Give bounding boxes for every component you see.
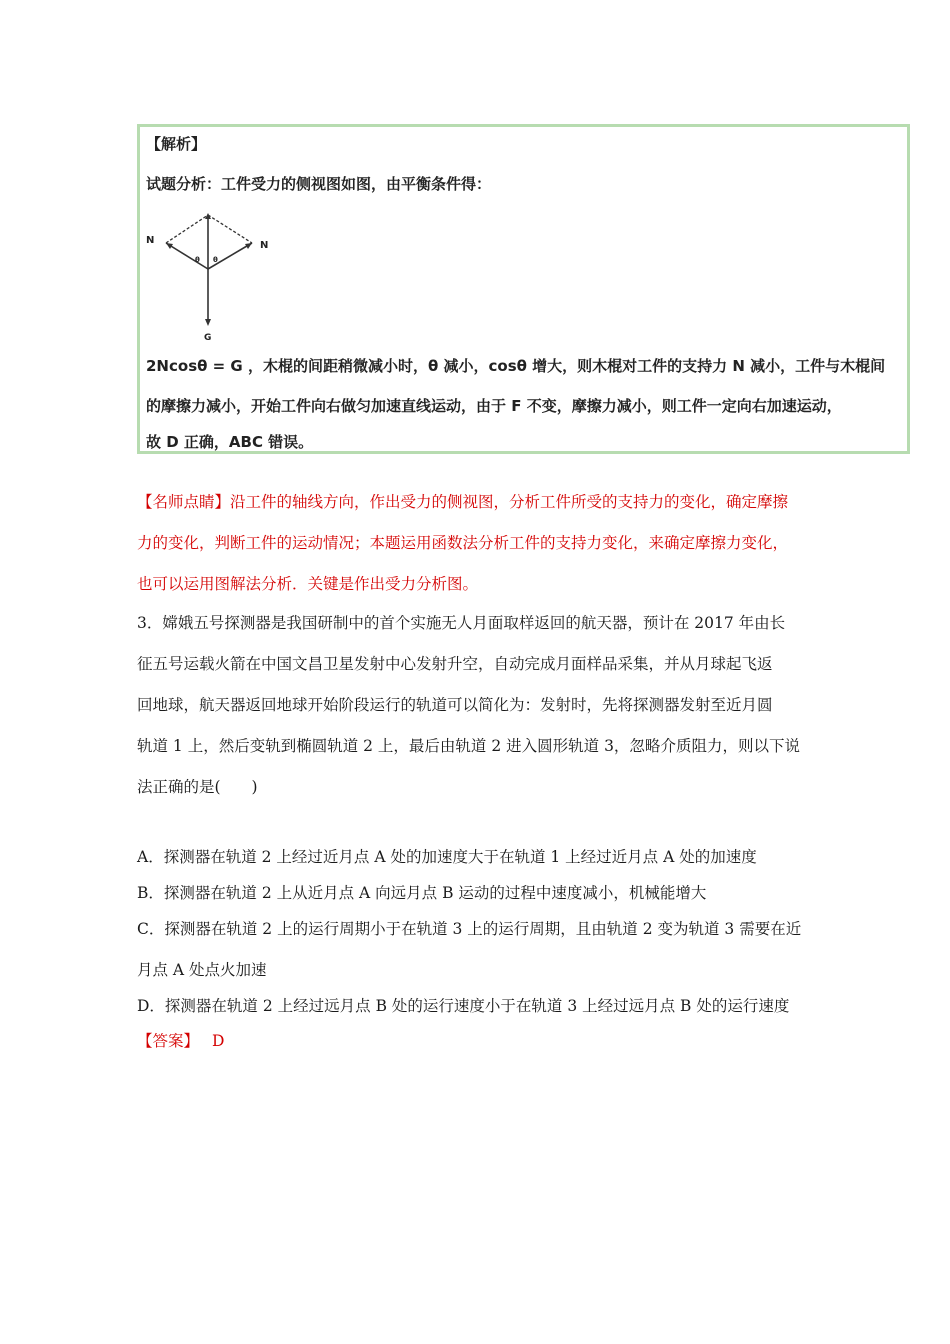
answer-label: 【答案】 bbox=[137, 1032, 200, 1050]
answer-line bbox=[137, 1029, 224, 1051]
dashed-line-right bbox=[208, 215, 252, 243]
option-a: A．探测器在轨道 2 上经过近月点 A 处的加速度大于在轨道 1 上经过近月点 A 处的加速度 bbox=[137, 848, 757, 866]
arrow-head-g bbox=[205, 319, 211, 326]
force-n-left bbox=[166, 243, 208, 269]
question-stem-line: 3．嫦娥五号探测器是我国研制中的首个实施无人月面取样返回的航天器，预计在 2017 年由长 bbox=[137, 614, 786, 632]
option-c-continued: 月点 A 处点火加速 bbox=[137, 961, 267, 979]
option-b: B．探测器在轨道 2 上从近月点 A 向远月点 B 运动的过程中速度减小，机械能增大 bbox=[137, 884, 707, 902]
label-theta-left: θ bbox=[195, 256, 200, 264]
question-stem-line: 征五号运载火箭在中国文昌卫星发射中心发射升空，自动完成月面样品采集，并从月球起飞返 bbox=[137, 655, 773, 673]
option-c: C．探测器在轨道 2 上的运行周期小于在轨道 3 上的运行周期，且由轨道 2 变为轨道 3 需要在近 bbox=[137, 920, 802, 938]
question-stem-line: 回地球，航天器返回地球开始阶段运行的轨道可以简化为：发射时，先将探测器发射至近月圆 bbox=[137, 696, 773, 714]
option-d: D．探测器在轨道 2 上经过远月点 B 处的运行速度小于在轨道 3 上经过远月点 B 处的运行速度 bbox=[137, 997, 790, 1015]
teacher-tip bbox=[137, 482, 827, 605]
label-g: G bbox=[204, 333, 212, 343]
analysis-line: 2Ncosθ = G ，木棍的间距稍微减小时，θ 减小，cosθ 增大，则木棍对工件的支持力 N 减小，工件与木棍间 bbox=[146, 357, 886, 375]
label-n-left: N bbox=[146, 235, 155, 246]
force-diagram bbox=[140, 205, 280, 355]
tip-line: 也可以运用图解法分析．关键是作出受力分析图。 bbox=[137, 575, 479, 593]
answer-value: D bbox=[211, 1032, 225, 1050]
tip-line: 力的变化，判断工件的运动情况；本题运用函数法分析工件的支持力变化，来确定摩擦力变化， bbox=[137, 534, 789, 552]
question-stem-line: 法正确的是( ) bbox=[137, 778, 258, 796]
tip-line: 【名师点睛】沿工件的轴线方向，作出受力的侧视图，分析工件所受的支持力的变化，确定摩擦 bbox=[137, 493, 789, 511]
analysis-box bbox=[137, 124, 910, 454]
dashed-line-left bbox=[166, 215, 208, 243]
analysis-intro: 试题分析：工件受力的侧视图如图，由平衡条件得： bbox=[146, 175, 492, 193]
question-stem-line: 轨道 1 上，然后变轨到椭圆轨道 2 上，最后由轨道 2 进入圆形轨道 3，忽略介质阻力，则以下说 bbox=[137, 737, 800, 755]
analysis-line: 故 D 正确，ABC 错误。 bbox=[146, 433, 314, 451]
label-theta-right: θ bbox=[213, 256, 218, 264]
analysis-title: 【解析】 bbox=[146, 135, 207, 153]
label-n-right: N bbox=[260, 240, 269, 251]
analysis-line: 的摩擦力减小，开始工件向右做匀加速直线运动，由于 F 不变，摩擦力减小，则工件一定向右加速运动， bbox=[146, 397, 842, 415]
